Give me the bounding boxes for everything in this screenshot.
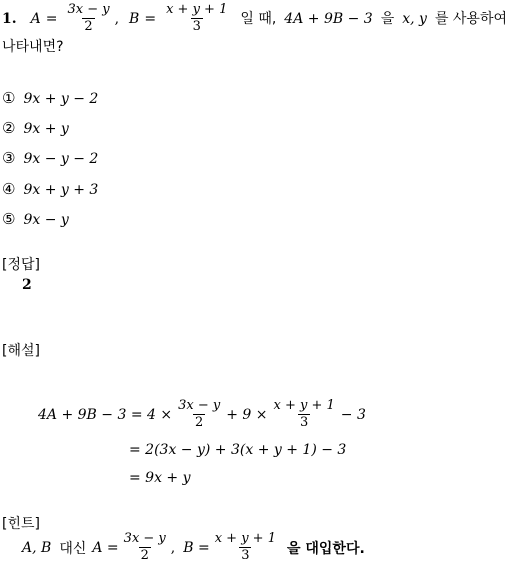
- explanation-row-1: 4A + 9B − 3 = 4 × $\frac{3x - y}{2}$ + 9 × $\frac{x + y + 1}{3}$ − 3: [38, 398, 366, 430]
- hint-fraction-A: $\frac{3x - y}{2}$: [123, 531, 166, 563]
- option-2: ② 9x + y: [2, 119, 69, 137]
- var-A: A: [30, 10, 41, 27]
- question-number: 1.: [2, 10, 17, 27]
- hint-label: [힌트]: [2, 516, 40, 532]
- explanation-fraction-2: $\frac{x + y + 1}{3}$: [273, 398, 335, 430]
- explanation-row-3: = 9x + y: [129, 470, 191, 486]
- explanation-label: [해설]: [2, 343, 40, 359]
- hint-fraction-B: $\frac{x + y + 1}{3}$: [214, 531, 276, 563]
- question-line-1: 1. A = $\frac{3x - y}{2}$ , B = $\frac{x + y + 1}{3}$ 일 때, 4A + 9B − 3 을 x, y 를 사용하여: [2, 2, 508, 34]
- fraction-B: $\frac{x + y + 1}{3}$: [166, 2, 228, 34]
- option-5: ⑤ 9x − y: [2, 210, 69, 228]
- hint-line: A, B 대신 A = $\frac{3x - y}{2}$ , B = $\frac{x + y + 1}{3}$ 을 대입한다.: [22, 531, 365, 563]
- fraction-A: $\frac{3x - y}{2}$: [67, 2, 110, 34]
- option-1: ① 9x + y − 2: [2, 89, 99, 107]
- expression: 4A + 9B − 3: [284, 10, 373, 27]
- vars-xy: x, y: [402, 10, 427, 27]
- option-3: ③ 9x − y − 2: [2, 149, 99, 167]
- text-when: 일 때,: [240, 10, 277, 27]
- answer-label: [정답]: [2, 257, 40, 273]
- option-4: ④ 9x + y + 3: [2, 180, 99, 198]
- explanation-row-2: = 2(3x − y) + 3(x + y + 1) − 3: [129, 442, 347, 458]
- explanation-fraction-1: $\frac{3x - y}{2}$: [178, 398, 221, 430]
- text-use: 를 사용하여: [434, 10, 508, 27]
- text-eul: 을: [380, 10, 395, 27]
- question-line-2: 나타내면?: [2, 39, 64, 55]
- answer-value: 2: [22, 277, 32, 293]
- var-B: B: [129, 10, 140, 27]
